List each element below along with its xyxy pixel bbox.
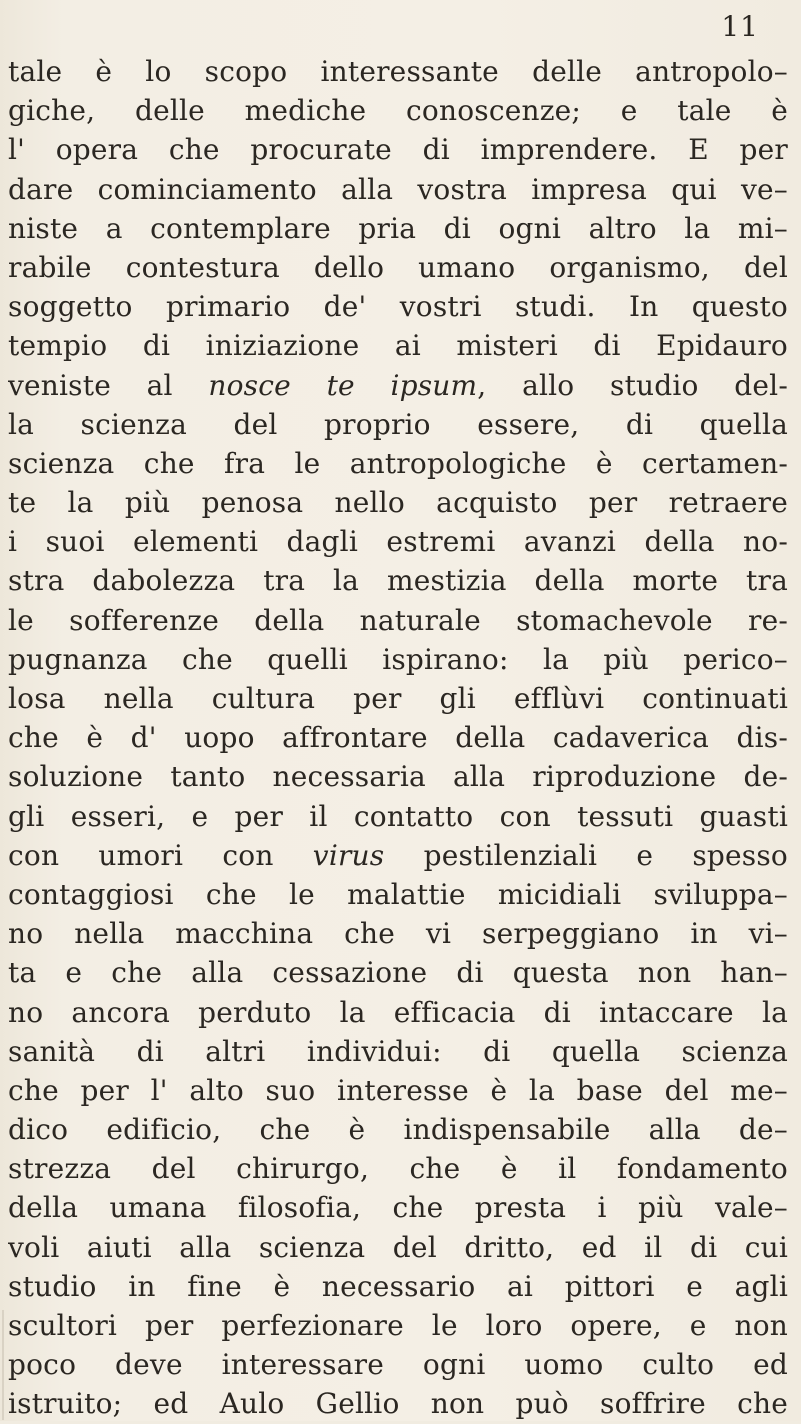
text-line (8, 130, 788, 169)
text-line (8, 326, 788, 365)
text-line (8, 875, 788, 914)
text-segment: istruito; ed Aulo Gellio non può soffrire che (8, 1387, 788, 1421)
text-segment: scienza che fra le antropologiche è certamen- (8, 446, 788, 480)
text-segment: no nella macchina che vi serpeggiano in vi– (8, 917, 788, 951)
text-segment: stra dabolezza tra la mestizia della morte tra (8, 564, 788, 598)
text-line (8, 953, 788, 992)
text-line (8, 1071, 788, 1110)
text-line (8, 914, 788, 953)
text-line (8, 718, 788, 757)
text-line (8, 91, 788, 130)
text-segment: losa nella cultura per gli efflùvi continuati (8, 682, 788, 715)
text-line (8, 366, 788, 405)
text-line (8, 1384, 788, 1423)
text-segment: tale è lo scopo interessante delle antropolo– (8, 55, 788, 88)
margin-mark (2, 1310, 4, 1420)
text-line (8, 1110, 788, 1149)
text-line (8, 52, 788, 91)
text-segment: strezza del chirurgo, che è il fondamento (8, 1152, 788, 1186)
text-segment: pestilenziali e spesso (384, 838, 788, 872)
text-segment: che è d' uopo affrontare della cadaverica dis- (8, 721, 788, 755)
italic-phrase: nosce te ipsum (208, 368, 478, 402)
text-line (8, 601, 788, 640)
text-line (8, 1267, 788, 1306)
text-segment: soggetto primario de' vostri studi. In questo (8, 290, 788, 324)
text-line (8, 405, 788, 444)
text-segment: soluzione tanto necessaria alla riproduzione de- (8, 760, 788, 794)
text-line (8, 483, 788, 522)
text-segment: contaggiosi che le malattie micidiali sviluppa– (8, 877, 788, 911)
text-line (8, 561, 788, 600)
text-segment: no ancora perduto la efficacia di intaccare la (8, 995, 788, 1029)
text-line (8, 1149, 788, 1188)
text-line (8, 1345, 788, 1384)
text-segment: con umori con (8, 838, 313, 872)
body-text (8, 52, 788, 1424)
text-segment: dico edificio, che è indispensabile alla de– (8, 1113, 788, 1147)
text-line (8, 1228, 788, 1267)
text-line (8, 757, 788, 796)
text-line (8, 170, 788, 209)
text-segment: che per l' alto suo interesse è la base del me– (8, 1073, 788, 1107)
text-segment: i suoi elementi dagli estremi avanzi della no- (8, 525, 788, 559)
text-segment: te la più penosa nello acquisto per retraere (8, 486, 788, 520)
text-line (8, 209, 788, 248)
text-segment: dare cominciamento alla vostra impresa qui ve– (8, 172, 788, 206)
text-segment: rabile contestura dello umano organismo, del (8, 250, 788, 284)
text-segment: veniste al (8, 368, 209, 402)
page-number: 11 (721, 10, 759, 43)
text-segment: voli aiuti alla scienza del dritto, ed il di cui (8, 1230, 788, 1264)
text-segment: l' opera che procurate di imprendere. E per (8, 133, 788, 167)
text-line (8, 522, 788, 561)
text-segment: giche, delle mediche conoscenze; e tale è (8, 94, 788, 128)
text-segment: gli esseri, e per il contatto con tessuti guasti (8, 799, 788, 833)
text-segment: la scienza del proprio essere, di quella (8, 407, 788, 441)
text-segment: le sofferenze della naturale stomachevole re- (8, 603, 788, 637)
text-segment: poco deve interessare ogni uomo culto ed (8, 1348, 788, 1382)
text-line (8, 287, 788, 326)
text-segment: ta e che alla cessazione di questa non han– (8, 956, 788, 990)
text-line (8, 1032, 788, 1071)
text-line (8, 679, 788, 718)
text-line (8, 1188, 788, 1227)
text-line (8, 1306, 788, 1345)
text-segment: pugnanza che quelli ispirano: la più perico– (8, 642, 788, 676)
text-line (8, 993, 788, 1032)
text-segment: scultori per perfezionare le loro opere, e non (8, 1309, 788, 1342)
text-segment: della umana filosofia, che presta i più vale– (8, 1191, 788, 1225)
text-segment: studio in fine è necessario ai pittori e agli (8, 1269, 788, 1303)
text-segment: sanità di altri individui: di quella scienza (8, 1034, 788, 1068)
text-line (8, 248, 788, 287)
text-line (8, 797, 788, 836)
text-segment: , allo studio del- (477, 368, 788, 402)
text-segment: tempio di iniziazione ai misteri di Epidauro (8, 329, 788, 363)
text-line (8, 836, 788, 875)
text-line (8, 444, 788, 483)
text-line (8, 640, 788, 679)
text-segment: niste a contemplare pria di ogni altro la mi– (8, 211, 788, 245)
italic-phrase: virus (312, 838, 385, 872)
